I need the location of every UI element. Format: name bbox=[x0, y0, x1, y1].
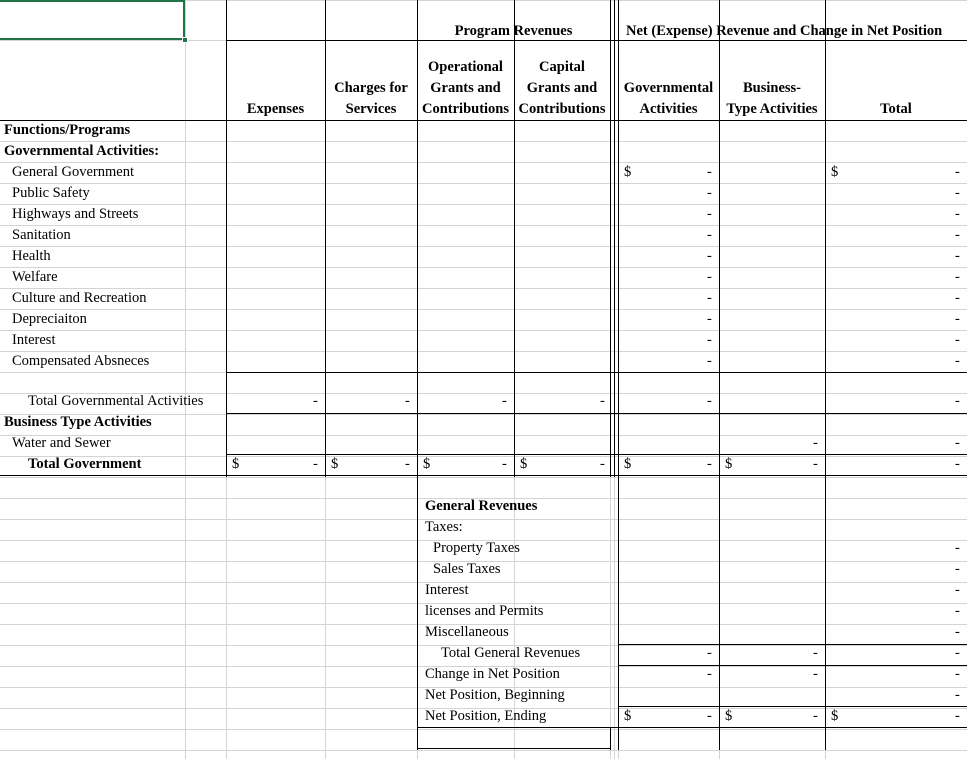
dash-value: - bbox=[813, 666, 818, 682]
row-label: Governmental Activities: bbox=[4, 143, 160, 159]
dash-value: - bbox=[405, 456, 410, 472]
gridline-horizontal bbox=[0, 750, 967, 751]
row-label: General Government bbox=[12, 164, 134, 180]
general-revenue-label: Net Position, Ending bbox=[425, 708, 547, 724]
dash-value: - bbox=[313, 393, 318, 409]
column-header-line: Grants and bbox=[430, 80, 501, 96]
dash-value: - bbox=[955, 561, 960, 577]
dash-value: - bbox=[955, 624, 960, 640]
header-program-revenues: Program Revenues bbox=[454, 23, 573, 39]
dash-value: - bbox=[707, 248, 712, 264]
gridline-horizontal bbox=[0, 225, 967, 226]
row-label: Health bbox=[12, 248, 51, 264]
dollar-sign: $ bbox=[423, 456, 431, 472]
dash-value: - bbox=[955, 687, 960, 703]
dash-value: - bbox=[955, 290, 960, 306]
cell-border bbox=[610, 120, 611, 477]
gridline-horizontal bbox=[0, 288, 967, 289]
gridline-horizontal bbox=[0, 519, 967, 520]
dash-value: - bbox=[707, 353, 712, 369]
dash-value: - bbox=[955, 393, 960, 409]
cell-border bbox=[417, 120, 418, 477]
general-revenue-label: Change in Net Position bbox=[425, 666, 560, 682]
cell-border bbox=[618, 706, 967, 707]
gridline-horizontal bbox=[0, 267, 967, 268]
row-label: Public Safety bbox=[12, 185, 90, 201]
dash-value: - bbox=[955, 435, 960, 451]
dash-value: - bbox=[707, 206, 712, 222]
row-label: Water and Sewer bbox=[12, 435, 111, 451]
general-revenue-label: Net Position, Beginning bbox=[425, 687, 565, 703]
dollar-sign: $ bbox=[725, 708, 733, 724]
row-label: Highways and Streets bbox=[12, 206, 139, 222]
general-revenue-label: Taxes: bbox=[425, 519, 463, 535]
cell-border bbox=[325, 120, 326, 477]
dollar-sign: $ bbox=[725, 456, 733, 472]
dash-value: - bbox=[313, 456, 318, 472]
cell-border bbox=[610, 0, 611, 120]
general-revenue-label: Sales Taxes bbox=[433, 561, 501, 577]
dash-value: - bbox=[707, 393, 712, 409]
cell-border bbox=[0, 120, 967, 121]
gridline-horizontal bbox=[0, 183, 967, 184]
cell-border bbox=[417, 727, 967, 728]
dollar-sign: $ bbox=[831, 708, 839, 724]
column-header-line: Contributions bbox=[518, 101, 606, 117]
dash-value: - bbox=[955, 164, 960, 180]
gridline-horizontal bbox=[0, 141, 967, 142]
dash-value: - bbox=[707, 290, 712, 306]
column-header-line: Operational bbox=[428, 59, 503, 75]
dash-value: - bbox=[955, 666, 960, 682]
column-header-line: Services bbox=[345, 101, 397, 117]
gridline-horizontal bbox=[0, 456, 967, 457]
cell-border bbox=[618, 120, 619, 477]
dash-value: - bbox=[707, 311, 712, 327]
column-header-line: Type Activities bbox=[726, 101, 818, 117]
cell-border bbox=[618, 644, 967, 645]
cell-border bbox=[614, 120, 615, 477]
dash-value: - bbox=[955, 269, 960, 285]
row-label: Sanitation bbox=[12, 227, 71, 243]
header-net-position: Net (Expense) Revenue and Change in Net Position bbox=[626, 23, 943, 39]
cell-border bbox=[226, 120, 227, 477]
cell-border bbox=[618, 665, 967, 666]
general-revenue-label: licenses and Permits bbox=[425, 603, 544, 619]
cell-border bbox=[514, 120, 515, 477]
dash-value: - bbox=[707, 269, 712, 285]
row-label: Functions/Programs bbox=[4, 122, 131, 138]
column-header-line: Expenses bbox=[246, 101, 305, 117]
dash-value: - bbox=[955, 248, 960, 264]
dash-value: - bbox=[707, 456, 712, 472]
column-header-line: Activities bbox=[639, 101, 698, 117]
fill-handle[interactable] bbox=[182, 37, 188, 43]
row-label: Interest bbox=[12, 332, 56, 348]
row-label: Welfare bbox=[12, 269, 58, 285]
dash-value: - bbox=[502, 393, 507, 409]
dollar-sign: $ bbox=[624, 164, 632, 180]
dash-value: - bbox=[600, 456, 605, 472]
row-label: Business Type Activities bbox=[4, 414, 152, 430]
dash-value: - bbox=[955, 206, 960, 222]
dash-value: - bbox=[405, 393, 410, 409]
column-header-line: Contributions bbox=[421, 101, 510, 117]
cell-border bbox=[610, 727, 611, 750]
general-revenue-label: Interest bbox=[425, 582, 469, 598]
gridline-horizontal bbox=[0, 309, 967, 310]
dollar-sign: $ bbox=[331, 456, 339, 472]
dash-value: - bbox=[707, 185, 712, 201]
dash-value: - bbox=[707, 666, 712, 682]
row-label: Culture and Recreation bbox=[12, 290, 147, 306]
dash-value: - bbox=[707, 708, 712, 724]
gridline-vertical bbox=[185, 0, 186, 759]
cell-border bbox=[226, 40, 967, 41]
row-label: Total Government bbox=[28, 456, 142, 472]
gridline-horizontal bbox=[0, 330, 967, 331]
dash-value: - bbox=[955, 227, 960, 243]
general-revenue-label: Total General Revenues bbox=[441, 645, 581, 661]
dash-value: - bbox=[813, 645, 818, 661]
dash-value: - bbox=[707, 164, 712, 180]
gridline-horizontal bbox=[0, 246, 967, 247]
row-label: Total Governmental Activities bbox=[28, 393, 204, 409]
row-label: Compensated Absneces bbox=[12, 353, 150, 369]
dollar-sign: $ bbox=[232, 456, 240, 472]
dash-value: - bbox=[955, 185, 960, 201]
gridline-horizontal bbox=[0, 582, 967, 583]
dash-value: - bbox=[813, 708, 818, 724]
dash-value: - bbox=[707, 227, 712, 243]
dash-value: - bbox=[955, 582, 960, 598]
dash-value: - bbox=[955, 540, 960, 556]
dash-value: - bbox=[955, 311, 960, 327]
dash-value: - bbox=[502, 456, 507, 472]
dash-value: - bbox=[707, 645, 712, 661]
gridline-horizontal bbox=[0, 729, 967, 730]
column-header-line: Governmental bbox=[623, 80, 714, 96]
cell-border bbox=[0, 475, 967, 476]
general-revenue-label: General Revenues bbox=[425, 498, 538, 514]
dollar-sign: $ bbox=[624, 708, 632, 724]
general-revenue-label: Miscellaneous bbox=[425, 624, 509, 640]
gridline-horizontal bbox=[0, 477, 967, 478]
gridline-horizontal bbox=[0, 204, 967, 205]
cell-border bbox=[719, 477, 720, 750]
cell-border bbox=[226, 454, 967, 455]
dash-value: - bbox=[955, 456, 960, 472]
dollar-sign: $ bbox=[831, 164, 839, 180]
column-header-line: Capital bbox=[539, 59, 585, 75]
dash-value: - bbox=[813, 456, 818, 472]
cell-border bbox=[226, 413, 967, 414]
cell-border bbox=[618, 477, 619, 750]
dash-value: - bbox=[955, 603, 960, 619]
dash-value: - bbox=[813, 435, 818, 451]
cell-border bbox=[417, 748, 610, 749]
gridline-horizontal bbox=[0, 351, 967, 352]
dollar-sign: $ bbox=[624, 456, 632, 472]
selected-cell[interactable] bbox=[0, 0, 185, 40]
row-label: Depreciaiton bbox=[12, 311, 87, 327]
dash-value: - bbox=[707, 332, 712, 348]
column-header-line: Business- bbox=[742, 80, 802, 96]
cell-border bbox=[417, 477, 418, 750]
dollar-sign: $ bbox=[520, 456, 528, 472]
general-revenue-label: Property Taxes bbox=[433, 540, 520, 556]
column-header-line: Grants and bbox=[526, 80, 598, 96]
gridline-horizontal bbox=[0, 162, 967, 163]
cell-border bbox=[614, 0, 615, 120]
dash-value: - bbox=[955, 353, 960, 369]
dash-value: - bbox=[600, 393, 605, 409]
column-header-line: Total bbox=[880, 101, 912, 117]
dash-value: - bbox=[955, 645, 960, 661]
column-header-line: Charges for bbox=[334, 80, 408, 96]
cell-border bbox=[226, 372, 967, 373]
cell-border bbox=[719, 120, 720, 477]
cell-border bbox=[825, 120, 826, 477]
cell-border bbox=[825, 477, 826, 750]
gridline-horizontal bbox=[0, 435, 967, 436]
dash-value: - bbox=[955, 332, 960, 348]
dash-value: - bbox=[955, 708, 960, 724]
